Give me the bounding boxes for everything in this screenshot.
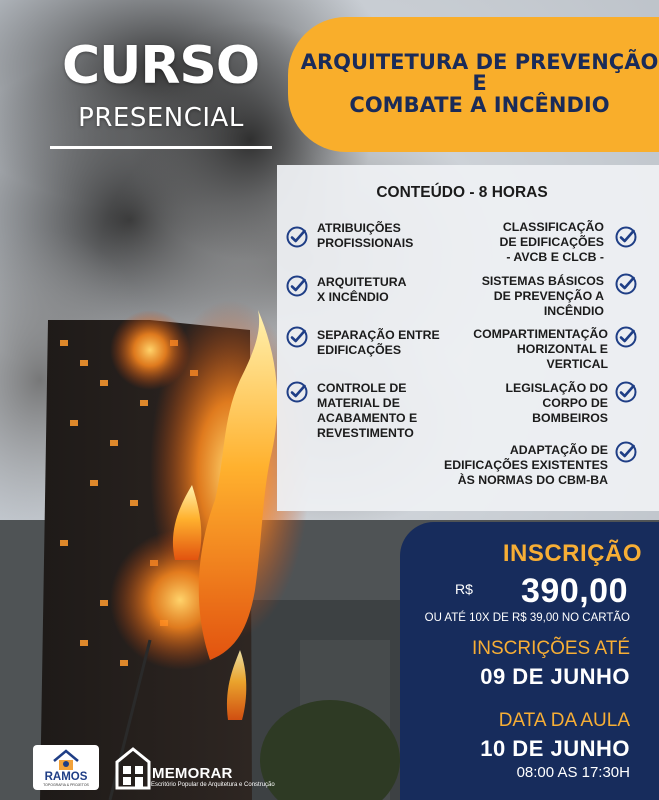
item-line: VERTICAL xyxy=(546,357,608,371)
item-line: REVESTIMENTO xyxy=(317,426,414,440)
item-line: ÀS NORMAS DO CBM-BA xyxy=(457,473,608,487)
item-line: - AVCB E CLCB - xyxy=(506,250,604,264)
deadline-date: 09 DE JUNHO xyxy=(480,664,630,689)
deadline-label: INSCRIÇÕES ATÉ xyxy=(471,638,630,659)
item-line: COMPARTIMENTAÇÃO xyxy=(473,327,608,341)
content-item-compartimentacao xyxy=(430,327,608,372)
content-item-legislacao xyxy=(430,381,608,426)
check-circle-icon xyxy=(615,226,637,248)
content-item-controle xyxy=(317,381,417,441)
item-line: SISTEMAS BÁSICOS xyxy=(481,274,604,288)
ramos-logo-text: RAMOS xyxy=(44,771,88,783)
class-date-label: DATA DA AULA xyxy=(498,710,630,731)
item-line: ACABAMENTO E xyxy=(317,411,418,425)
item-line: SEPARAÇÃO ENTRE xyxy=(317,328,440,342)
item-line: DE PREVENÇÃO A xyxy=(493,289,604,303)
content-item-adaptacao xyxy=(420,443,608,488)
content-item-sistemas xyxy=(430,274,604,319)
registration-label: INSCRIÇÃO xyxy=(502,540,642,567)
check-circle-icon xyxy=(615,441,637,463)
content-item-separacao xyxy=(317,328,440,358)
item-line: EDIFICAÇÕES xyxy=(317,343,402,357)
course-mode-subheading: PRESENCIAL xyxy=(78,103,244,133)
item-line: INCÊNDIO xyxy=(543,304,604,318)
course-title-line-2: COMBATE A INCÊNDIO xyxy=(349,93,610,117)
item-line: ATRIBUIÇÕES xyxy=(317,221,401,235)
content-item-atribuicoes xyxy=(317,221,413,251)
class-time: 08:00 AS 17:30H xyxy=(516,764,630,781)
item-line: ADAPTAÇÃO DE xyxy=(509,443,608,457)
memorar-building-icon xyxy=(114,746,152,790)
check-circle-icon xyxy=(286,226,308,248)
item-line: X INCÊNDIO xyxy=(317,290,389,304)
check-circle-icon xyxy=(286,275,308,297)
memorar-logo-subtitle: Escritório Popular de Arquitetura e Construção xyxy=(151,782,275,788)
item-line: EDIFICAÇÕES EXISTENTES xyxy=(444,458,608,472)
installment-text: OU ATÉ 10X DE R$ 39,00 NO CARTÃO xyxy=(424,612,630,624)
memorar-logo-text: MEMORAR xyxy=(152,765,233,782)
check-circle-icon xyxy=(286,381,308,403)
item-line: CLASSIFICAÇÃO xyxy=(502,220,604,234)
price-value: 390,00 xyxy=(521,572,628,610)
item-line: CONTROLE DE xyxy=(317,381,407,395)
item-line: CORPO DE xyxy=(542,396,608,410)
content-item-classificacao xyxy=(430,220,604,265)
course-title-line-1: ARQUITETURA DE PREVENÇÃO E xyxy=(300,50,659,95)
content-heading: CONTEÚDO - 8 HORAS xyxy=(376,184,548,201)
heading-underline xyxy=(50,146,272,149)
ramos-house-icon xyxy=(52,748,80,772)
check-circle-icon xyxy=(615,381,637,403)
ramos-logo-subtitle: TOPOGRAFIA & PROJETOS xyxy=(43,783,89,787)
item-line: BOMBEIROS xyxy=(532,411,608,425)
item-line: PROFISSIONAIS xyxy=(317,236,414,250)
price-currency: R$ xyxy=(455,581,473,597)
check-circle-icon xyxy=(615,326,637,348)
item-line: LEGISLAÇÃO DO xyxy=(505,381,608,395)
item-line: ARQUITETURA xyxy=(317,275,407,289)
check-circle-icon xyxy=(615,273,637,295)
content-item-arquitetura xyxy=(317,275,407,305)
item-line: MATERIAL DE xyxy=(317,396,400,410)
item-line: HORIZONTAL E xyxy=(516,342,608,356)
item-line: DE EDIFICAÇÕES xyxy=(499,235,604,249)
check-circle-icon xyxy=(286,326,308,348)
class-date: 10 DE JUNHO xyxy=(480,736,630,761)
course-type-heading: CURSO xyxy=(61,36,260,96)
